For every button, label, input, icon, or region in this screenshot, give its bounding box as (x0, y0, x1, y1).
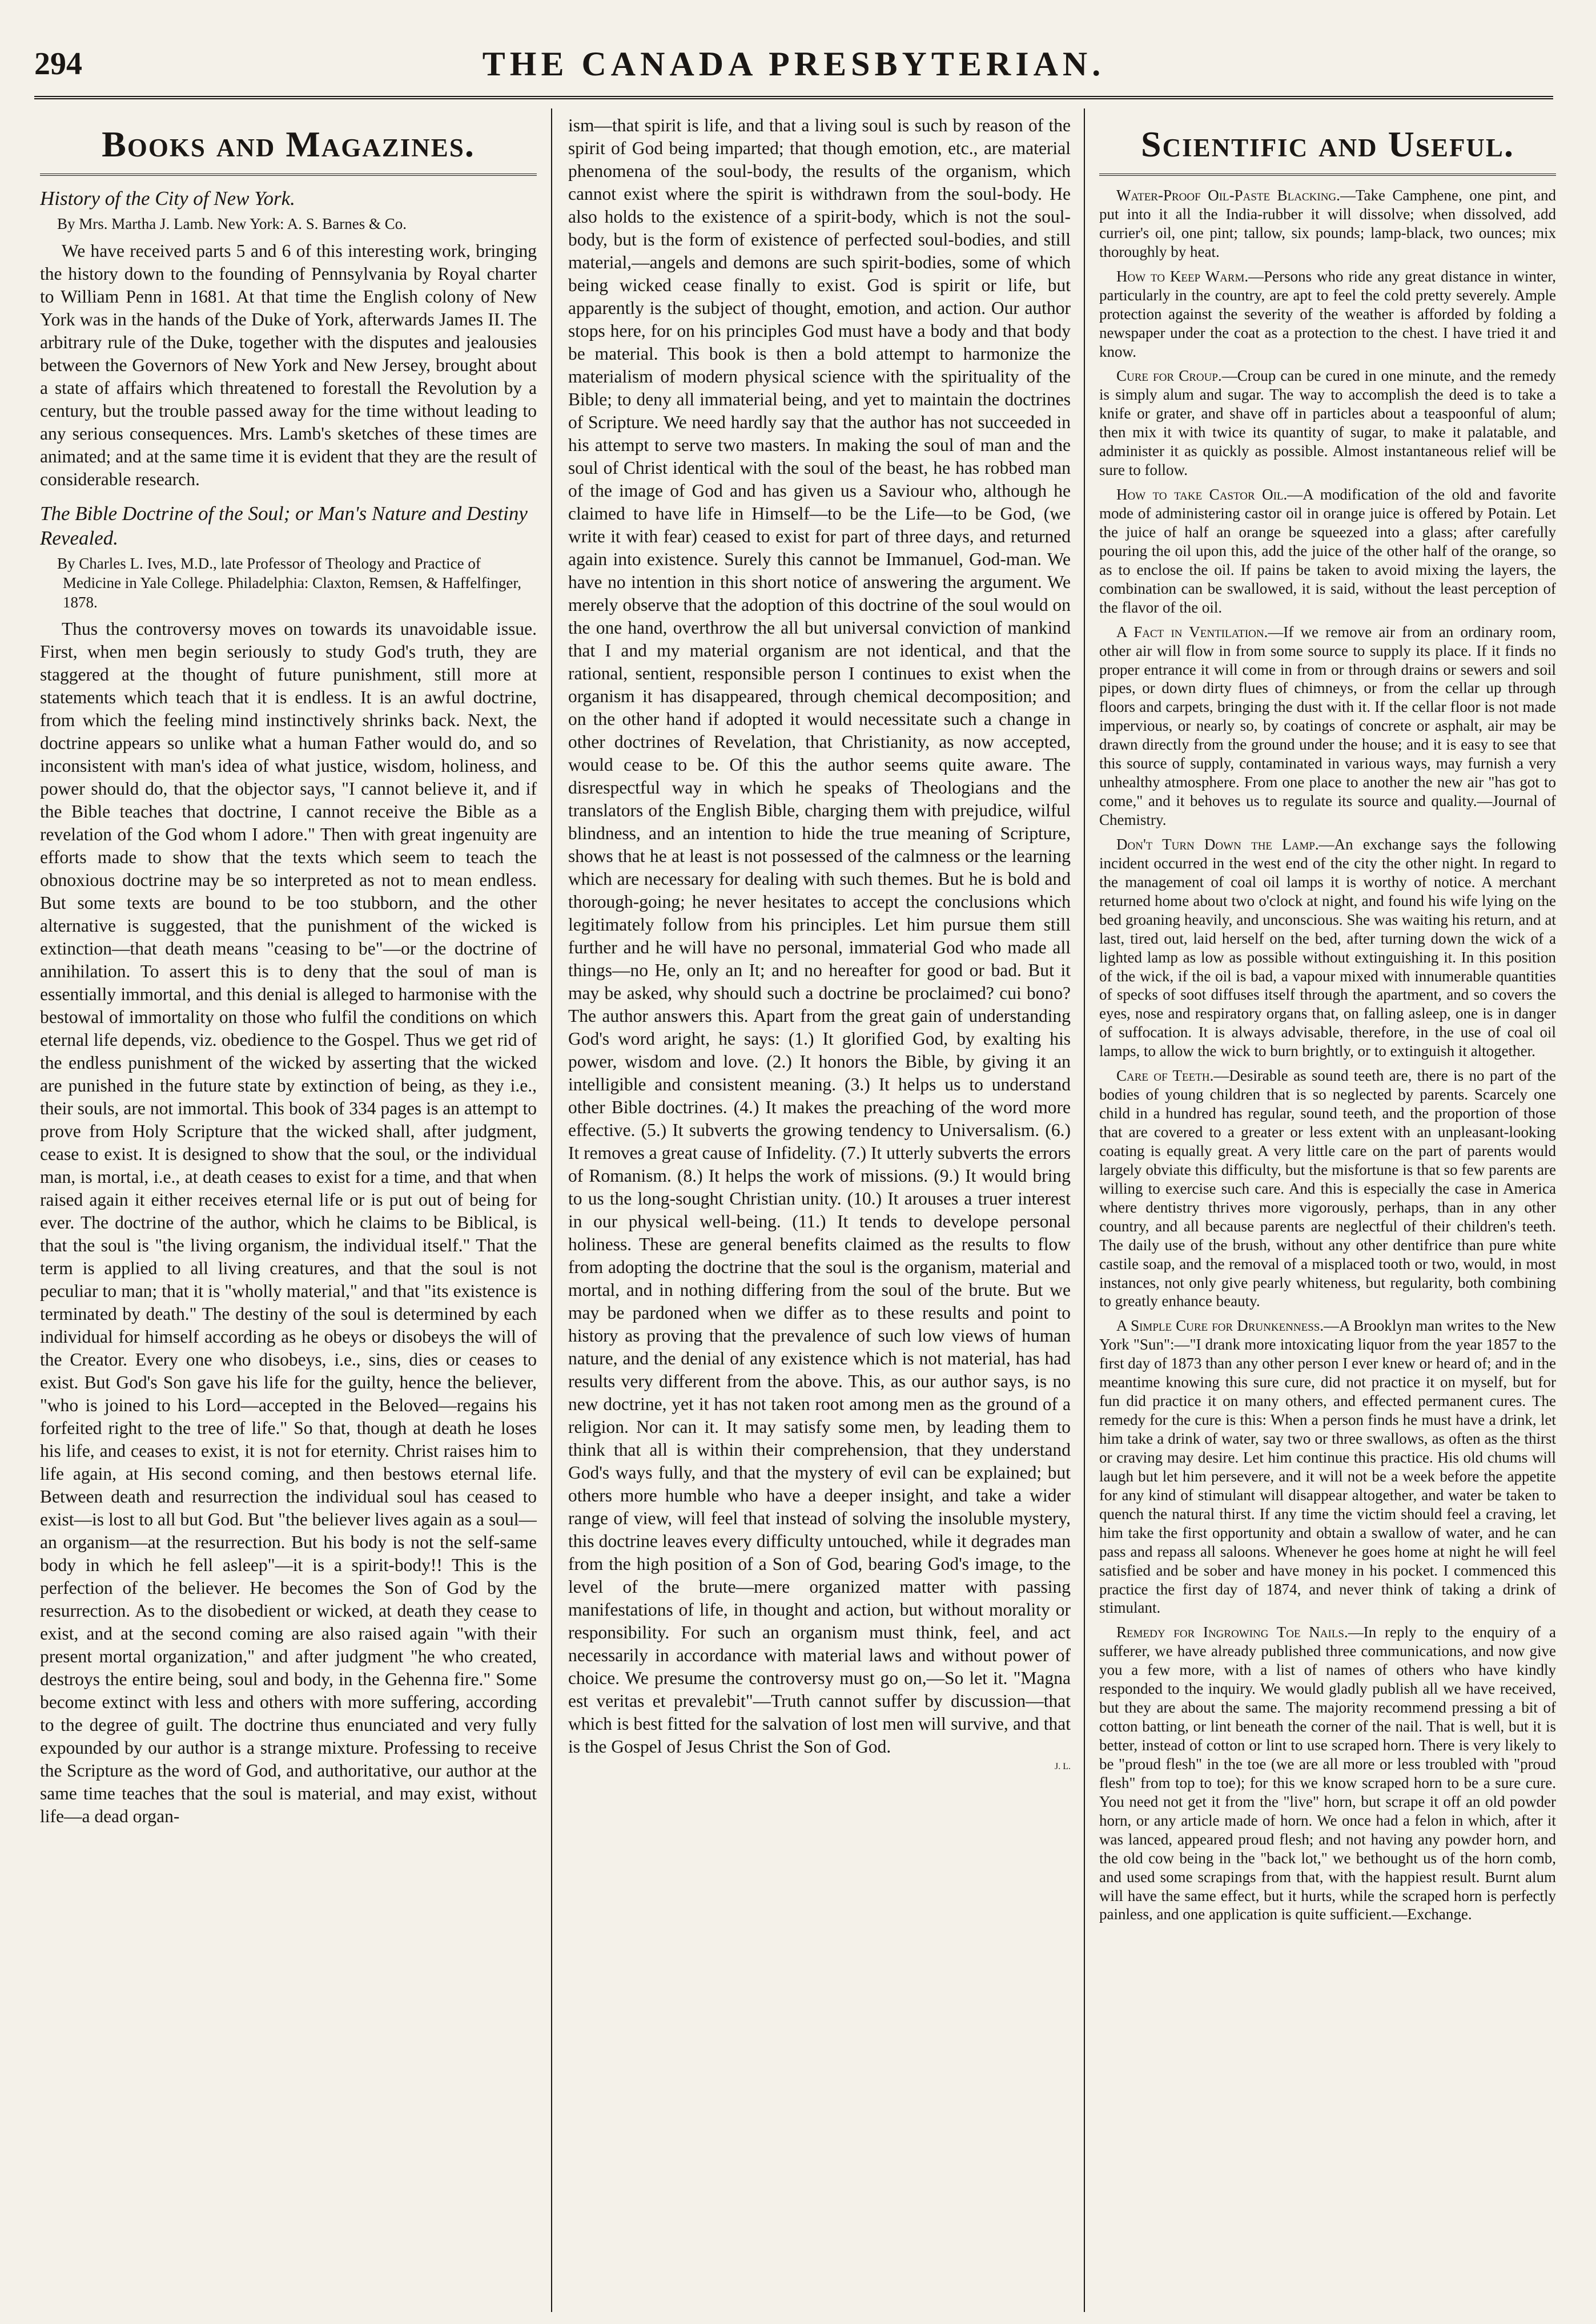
review-title: History of the City of New York. (40, 187, 295, 210)
section-heading-scientific: Scientific and Useful. (1099, 114, 1556, 176)
review-byline: By Charles L. Ives, M.D., late Professor of Theology and Practice of Medicine in Yale College. Philadelphia: Claxton, Remsen, & Haffelfinger, 1878. (57, 555, 522, 611)
article-title: Care of Teeth. (1116, 1067, 1214, 1085)
article-item (1099, 1623, 1556, 1924)
article-title: How to take Castor Oil. (1116, 486, 1288, 504)
article-item (1099, 1316, 1556, 1617)
review-signature: J. L. (1055, 1762, 1071, 1771)
article-text: —Persons who ride any great distance in winter, particularly in the country, are apt to feel the cold pretty severely. Ample protection against the severity of the weather is afforded by folding a newspaper under the coat as a protection to the chest. I have tried it and know. (1099, 267, 1556, 360)
review-body: Thus the controversy moves on towards its unavoidable issue. First, when men begin seriously to study God's truth, they are staggered at the thought of future punishment, still more at statements which teach that it is endless. It is an awful doctrine, from which the feeling mind instinctively shrinks back. Next, the doctrine appears so unlike what a human Father would do, and so inconsistent with man's idea of what justice, wisdom, holiness, and power should do, that the objector says, "I cannot believe it, and if the Bible teaches that doctrine, I cannot receive the Bible as a revelation of the God whom I adore." Then with great ingenuity are efforts made to show that the texts which seem to teach the obnoxious doctrine may be so interpreted as not to mean endless. But some texts are bound to be too stubborn, and the other alternative is suggested, that the punishment of the wicked is extinction—that death means "ceasing to be"—or the doctrine of annihilation. To assert this is to deny that the soul of man is essentially immortal, and this denial is alleged to harmonise with the bestowal of immortality on those who fulfil the conditions on which eternal life depends, viz. obedience to the Gospel. Thus we get rid of the endless punishment of the wicked by asserting that the wicked are punished in the future state by extinction of being, as they i.e., their souls, are not immortal. This book of 334 pages is an attempt to prove from Holy Scripture that the wicked shall, after judgment, cease to exist. It is designed to show that the soul, or the individual man, is mortal, i.e., at death ceases to exist for a time, and that when raised again it either receives eternal life or is put out of being for ever. The doctrine of the author, which he claims to be Biblical, is that the soul is "the living organism, the individual itself." That the term is applied to all living creatures, and that the soul is not peculiar to man; that it is "wholly material," and that "its existence is terminated by death." The destiny of the soul is determined by each individual for himself according as he obeys or disobeys the will of the Creator. Every one who disobeys, i.e., sins, dies or ceases to exist. But God's Son gave his life for the guilty, hence the believer, "who is joined to his Lord—accepted in the Beloved—regains his forfeited right to the tree of life." So that, though at death he loses his life, and ceases to exist, it is not for eternity. Christ raises him to life again, at His second coming, and then bestows eternal life. Between death and resurrection the individual soul has ceased to exist—is lost to all but God. But "the believer lives again as a soul—an organism—at the resurrection. But his body is not the self-same body in which he fell asleep"—it is a spirit-body!! This is the perfection of the believer. He becomes the Son of God by the resurrection. As to the disobedient or wicked, at death they cease to exist, and at the second coming are also raised again "with their present mortal organization," and after judgment "he who created, destroys the entire being, soul and body, in the Gehenna fire." Some become extinct with less and others with more suffering, according to the degree of guilt. The doctrine thus enunciated and very fully expounded by our author is a strange mixture. Professing to receive the Scripture as the word of God, and authoritative, our author at the same time teaches that the soul is material, and may exist, without life—a dead organ- (40, 619, 537, 1827)
article-text: —A Brooklyn man writes to the New York "Sun":—"I drank more intoxicating liquor from the year 1857 to the first day of 1873 than any other person I ever knew or heard of; and in the meantime knowing this sure cure, did not practice it on myself, but for fun did practice it on many others, and effected permanent cures. The remedy for the cure is this: When a person finds he must have a drink, let him take a drink of water, say two or three swallows, as often as the thirst or craving may desire. Let him continue this practice. His old chums will laugh but let him persevere, and it will not be a week before the appetite for any kind of stimulant will disappear altogether, and water be taken to quench the natural thirst. If any time the victim should feel a craving, let him take the first opportunity and obtain a swallow of water, and he can pass and repass all saloons. Whenever he goes home at night he will feel satisfied and be sober and have money in his pocket. I commenced this practice the first day of 1874, and never think of taking a drink of stimulant. (1099, 1317, 1556, 1617)
column-rule-2 (1084, 108, 1085, 2312)
article-item (1099, 485, 1556, 617)
article-title: Remedy for Ingrowing Toe Nails. (1116, 1624, 1348, 1641)
column-review-continued (568, 114, 1071, 2306)
masthead-rule (34, 96, 1553, 99)
article-text: —An exchange says the following incident occurred in the west end of the city the other night. In regard to the management of coal oil lamps it is worthy of notice. A merchant returned home about two o'clock at night, and found his wife lying on the bed groaning heavily, and unconscious. She was waiting his return, and at last, tired out, laid herself on the bed, after turning down the wick of a lighted lamp as low as possible without extinguishing it. In this position of the wick, if the oil is bad, a vapour mixed with innumerable quantities of specks of soot diffuses itself through the apartment, and so covers the eyes, nose and respiratory organs that, on falling asleep, one is in danger of suffocation. It is always advisable, therefore, in the use of coal oil lamps, to allow the wick to burn brightly, or to extinguish it altogether. (1099, 835, 1556, 1060)
page-number: 294 (34, 46, 82, 82)
article-text: —If we remove air from an ordinary room, other air will flow in from some source to supply its place. If it finds no proper entrance it will come in from or through drains or sewers and soil pipes, or down dirty flues of chimneys, or from the cellar up through floors and carpets, bringing the dust with it. If the cellar floor is not made impervious, or nearly so, by coatings of concrete or asphalt, air may be drawn directly from the ground under the house; and it is easy to see that this source of supply, contaminated in various ways, may furnish a very unhealthy atmosphere. From one place to another the new air "has got to come," and it behoves us to regulate its source and quality.—Journal of Chemistry. (1099, 623, 1556, 828)
column-rule-1 (551, 108, 552, 2312)
article-title: A Simple Cure for Drunkenness. (1116, 1317, 1324, 1335)
article-title: Don't Turn Down the Lamp. (1116, 835, 1319, 853)
article-item (1099, 366, 1556, 480)
review-byline: By Mrs. Martha J. Lamb. New York: A. S. Barnes & Co. (57, 215, 407, 232)
article-item (1099, 1066, 1556, 1311)
article-item (1099, 267, 1556, 361)
article-item (1099, 186, 1556, 261)
masthead (34, 17, 1553, 97)
article-text: —Take Camphene, one pint, and put into it all the India-rubber it will dissolve; when dissolved, add currier's oil, one pint; tallow, six pounds; lamp-black, two ounces; mix thoroughly by heat. (1099, 187, 1556, 260)
article-text: —In reply to the enquiry of a sufferer, we have already published three communications, and now give you a few more, with a list of names of others who have kindly responded to the inquiry. We would gladly publish all we have received, but they are about the same. The majority recommend pressing a bit of cotton batting, or lint beneath the corner of the nail. That is well, but it is better, instead of cotton or lint to use scraped horn. There is very likely to be "proud flesh" in the toe (we are all more or less troubled with "proud flesh" from top to toe); for this we know scraped horn to be a sure cure. You need not get it from the "live" horn, but scrape it off an old powder horn, or any article made of horn. We once had a felon in which, after it was lanced, appeared proud flesh; and not having any powder horn, and the old cow being in the "back lot," we bethought us of the horn comb, and used some scrapings from that, with the happiest result. Burnt alum will have the same effect, but it hurts, while the scraped horn is perfectly painless, and one application is quite sufficient.—Exchange. (1099, 1624, 1556, 1923)
article-title: Cure for Croup. (1116, 367, 1222, 385)
review-title: The Bible Doctrine of the Soul; or Man's Nature and Destiny Revealed. (40, 502, 528, 550)
article-title: Water-Proof Oil-Paste Blacking. (1116, 187, 1340, 204)
article-item (1099, 623, 1556, 829)
column-scientific (1099, 114, 1556, 2306)
article-item (1099, 835, 1556, 1061)
article-title: How to Keep Warm. (1116, 267, 1249, 285)
newspaper-title: THE CANADA PRESBYTERIAN. (482, 45, 1105, 83)
article-text: —A modification of the old and favorite mode of administering castor oil in orange juice is offered by Potain. Let the juice of half an orange be squeezed into a glass; after carefully pouring the oil upon this, add the juice of the other half of the orange, so as to enclose the oil. If pains be taken to avoid mixing the layers, the combination can be swallowed, it is said, without the least perception of the flavor of the oil. (1099, 486, 1556, 616)
column-books (40, 114, 537, 2306)
article-text: —Croup can be cured in one minute, and the remedy is simply alum and sugar. The way to accomplish the deed is to take a knife or grater, and shave off in particles about a teaspoonful of alum; then mix it with twice its quantity of sugar, to make it palatable, and administer it as quickly as possible. Almost instantaneous relief will be sure to follow. (1099, 367, 1556, 479)
article-text: —Desirable as sound teeth are, there is no part of the bodies of young children that is so neglected by parents. Scarcely one child in a hundred has regular, sound teeth, and the proportion of those that are covered to a greater or less extent with an unpleasant-looking coating is equally great. A very little care on the part of parents would largely obviate this difficulty, but the misfortune is that so few parents are willing to exercise such care. And this is especially the case in America where dentistry thrives more vigorously, perhaps, than in any other country, and all because parents are neglectful of their children's teeth. The daily use of the brush, without any other dentifrice than pure white castile soap, and the removal of a misplaced tooth or two, would, in most instances, not only give pearly whiteness, but regularity, both combining to greatly enhance beauty. (1099, 1067, 1556, 1310)
section-heading-books: Books and Magazines. (40, 114, 537, 176)
article-title: A Fact in Ventilation. (1116, 623, 1268, 641)
review-body-continued: ism—that spirit is life, and that a living soul is such by reason of the spirit of God being imparted; that though emotion, etc., are material phenomena of the soul-body, the results of the organism, which cannot exist where the spirit is withdrawn from the soul-body. He also holds to the existence of a spirit-body, which is not the soul-body, but is the form of existence of perfected soul-bodies, and still material,—angels and demons are such spirit-bodies, some of which being wicked cease finally to exist. God is spirit or life, but apparently is the subject of thought, emotion, and action. Our author stops here, for on his principles God must have a body and that body be material. This book is then a bold attempt to harmonize the materialism of modern physical science with the spirituality of the Bible; to deny all immaterial being, and yet to maintain the doctrines of Scripture. We need hardly say that the author has not succeeded in his attempt to serve two masters. In making the soul of man and the soul of Christ identical with the soul of the beast, he has robbed man of the image of God and has given us a Saviour who, although he claimed to have life in Himself—to be the Life—to be God, (we write it with fear) ceased to exist for part of three days, and returned again into existence. Surely this cannot be Immanuel, God-man. We have no intention in this short notice of answering the argument. We merely observe that the adoption of this doctrine of the soul would on the one hand, overthrow the all but universal conviction of mankind that I and my material organism are not identical, and that the rational, sentient, responsible person I continues to exist when the organism it has disappeared, through chemical decomposition; and on the other hand if adopted it would necessitate such a change in other doctrines of Revelation, that Christianity, as now accepted, would cease to be. Of this the author seems quite aware. The disrespectful way in which he speaks of Theologians and the translators of the English Bible, charging them with prejudice, wilful blindness, and an intention to hide the true meaning of Scripture, shows that he at least is not possessed of the calmness or the learning which are necessary for dealing with such themes. But he is bold and thorough-going; he never hesitates to accept the conclusions which legitimately follow from his principles. Let him pursue them still further and he will have no personal, immaterial God who made all things—no He, only an It; and no hereafter for good or bad. But it may be asked, why should such a doctrine be proclaimed? cui bono? The author answers this. Apart from the great gain of understanding God's word aright, he says: (1.) It glorified God, by exalting his power, wisdom and love. (2.) It honors the Bible, by giving it an intelligible and consistent meaning. (3.) It helps us to understand other Bible doctrines. (4.) It makes the preaching of the word more effective. (5.) It subverts the growing tendency to Universalism. (6.) It removes a great cause of Infidelity. (7.) It utterly subverts the errors of Romanism. (8.) It helps the work of missions. (9.) It would bring to us the long-sought Christian unity. (10.) It arouses a truer interest in our physical well-being. (11.) It tends to develope personal holiness. These are general benefits claimed as the results to flow from adopting the doctrine that the soul is the organism, material and mortal, and in nothing differing from the soul of the brute. But we may be pardoned when we differ as to these results and point to history as proving that the prevalence of such low views of human nature, and the denial of any existence which is not material, has had results very different from the above. This, as our author says, is no new doctrine, yet it has not taken root among men as the ground of a religion. Nor can it. It may satisfy some men, by leading them to think that all is within their comprehension, that they understand God's ways fully, and that the mystery of evil can be explained; but others more humble who have a deeper insight, and take a wider range of view, will feel that instead of solving the insoluble mystery, this doctrine leaves every difficulty untouched, while it degrades man from the high position of a Son of God, bearing God's image, to the level of the brute—mere organized matter with passing manifestations of life, in thought and action, but without morality or responsibility. For such an organism must think, feel, and act necessarily in accordance with material laws and without power of choice. We presume the controversy must go on,—So let it. "Magna est veritas et prevalebit"—Truth cannot suffer by discussion—that which is best fitted for the salvation of lost men will survive, and that is the Gospel of Jesus Christ the Son of God. (568, 115, 1071, 1757)
review-body: We have received parts 5 and 6 of this interesting work, bringing the history down to the founding of Pennsylvania by Royal charter to William Penn in 1681. At that time the English colony of New York was in the hands of the Duke of York, afterwards James II. The arbitrary rule of the Duke, together with the disputes and jealousies between the Governors of New York and New Jersey, brought about a state of affairs which threatened to forestall the Revolution by a century, but the trouble passed away for the time without leading to any serious consequences. Mrs. Lamb's sketches of these times are animated; and at the same time it is evident that they are the result of considerable research. (40, 240, 537, 489)
